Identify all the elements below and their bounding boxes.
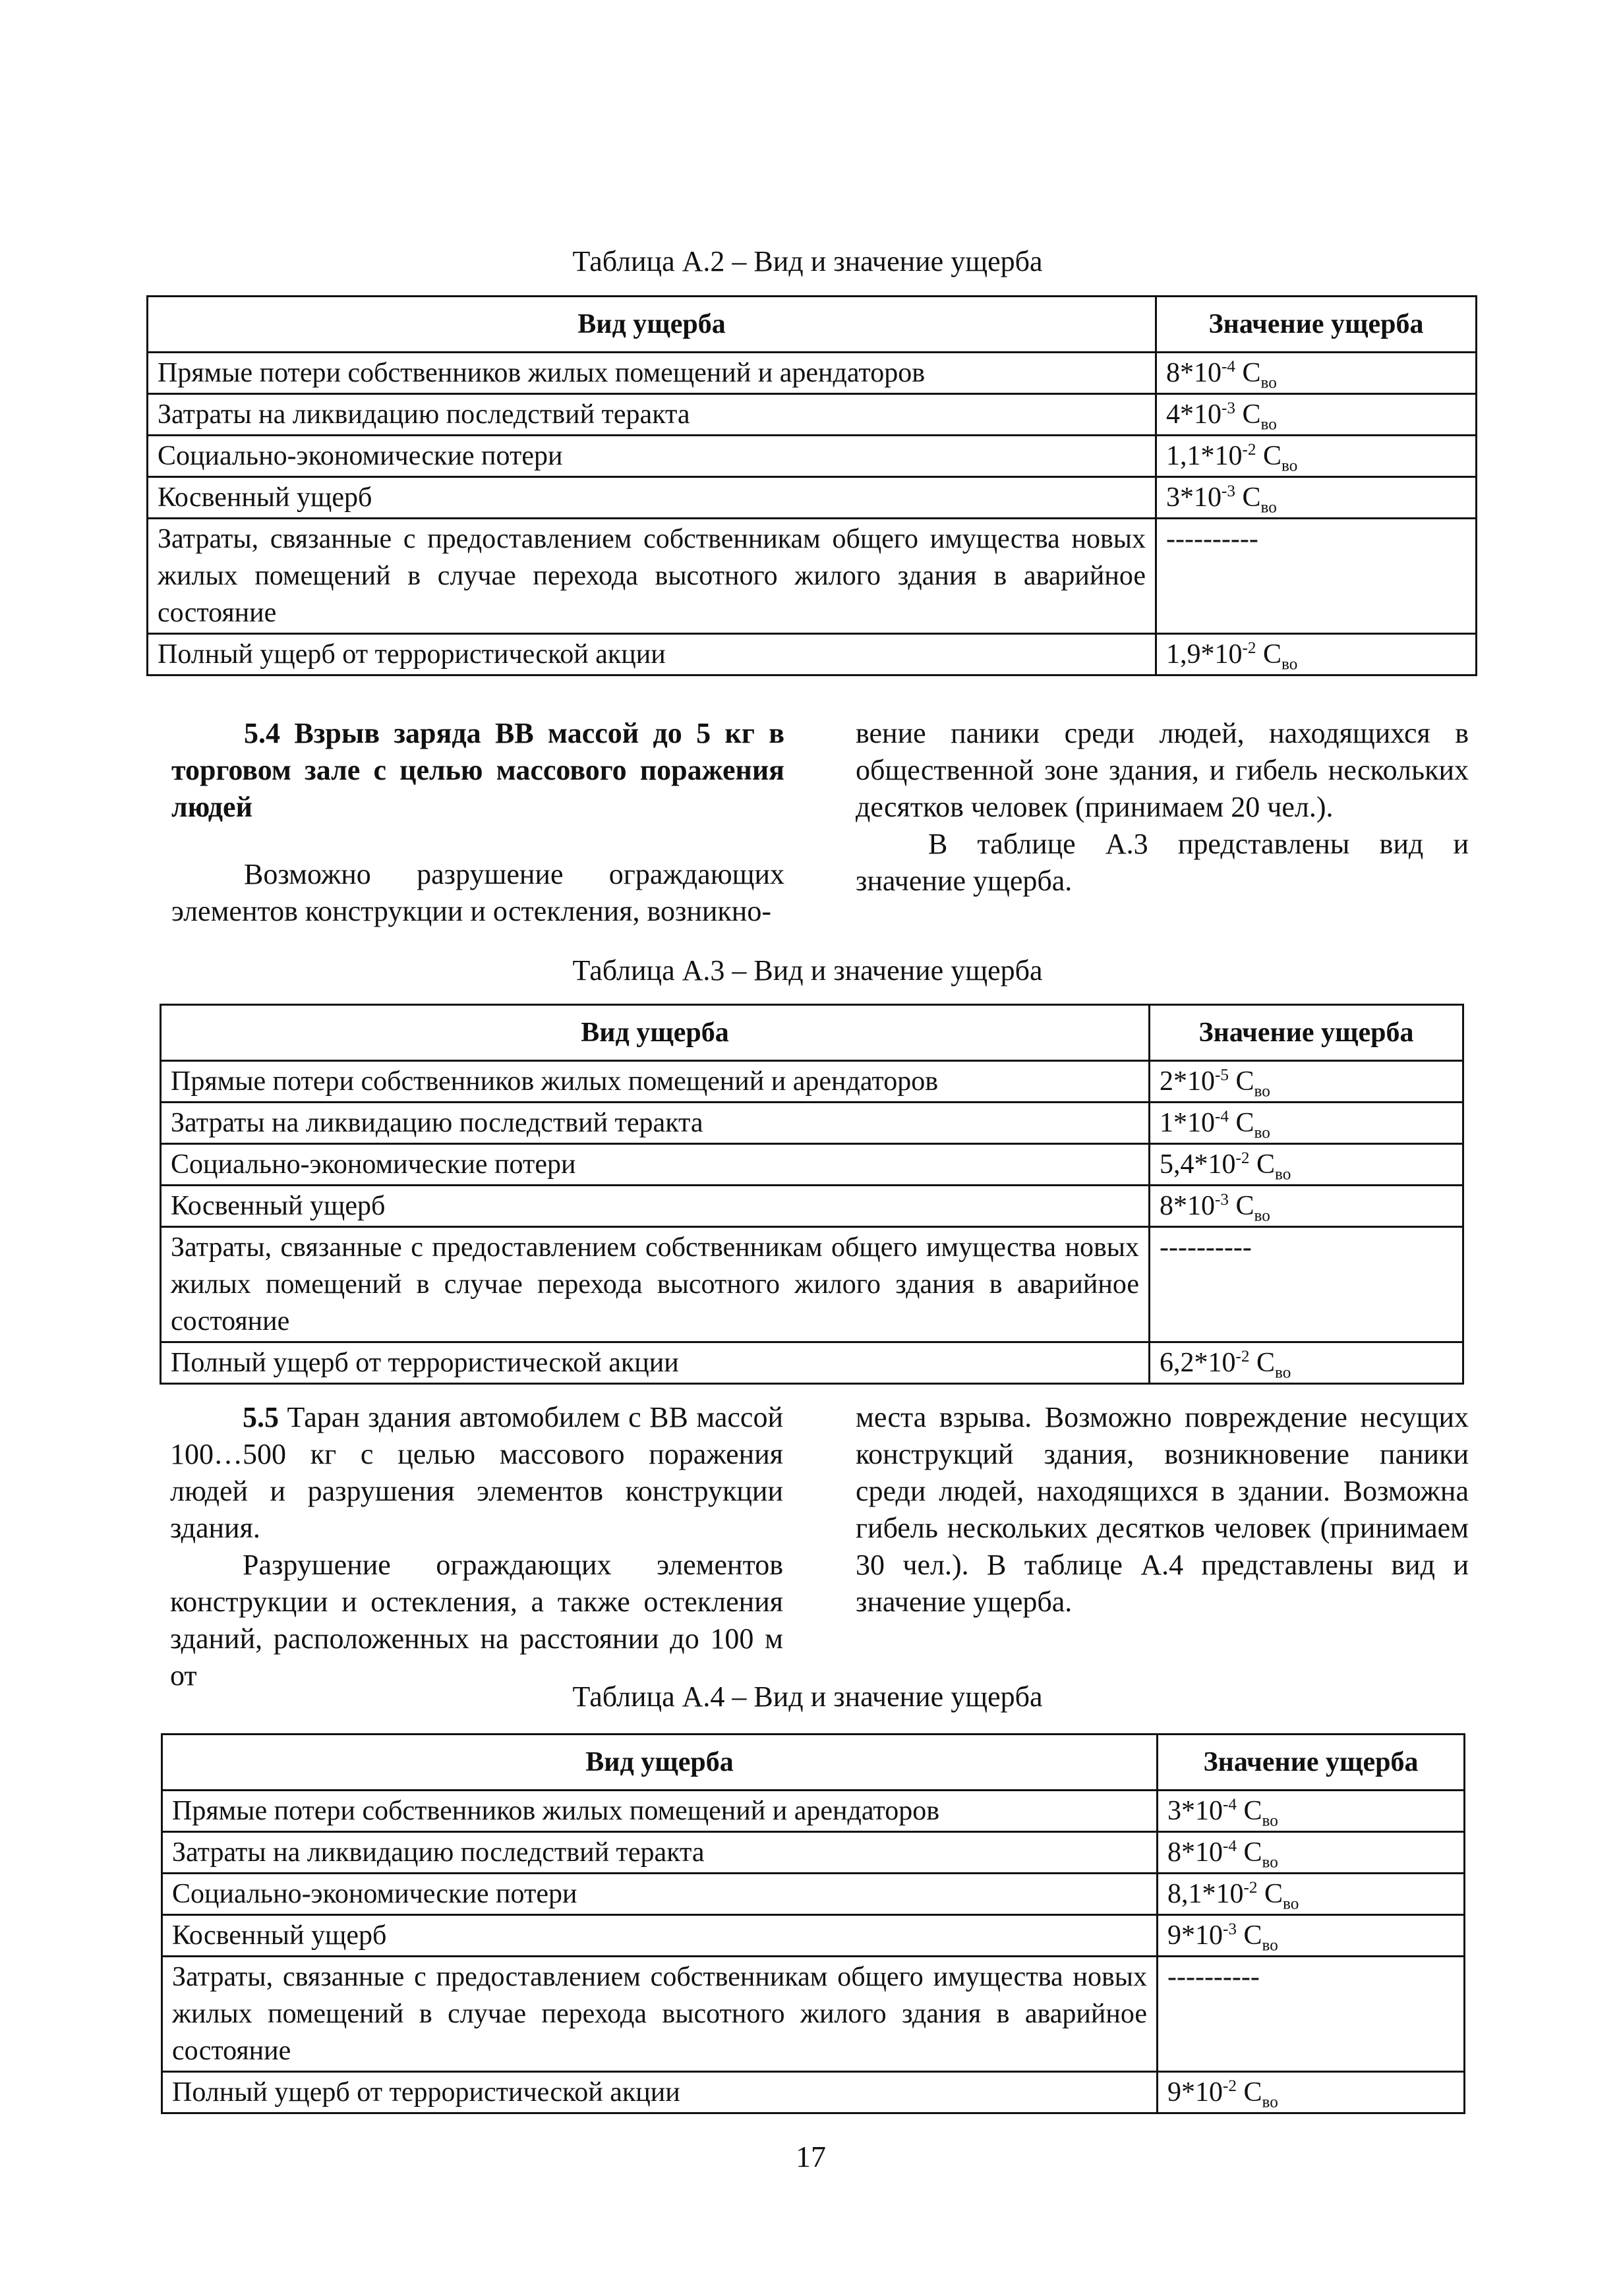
- section-5-5-paragraph-1: 5.5 Таран здания автомобилем с ВВ массой 100…500 кг с целью массового поражения людей и разрушения элементов конструкции здания.: [170, 1401, 783, 1544]
- header-damage-type: Вид ущерба: [148, 297, 1156, 353]
- damage-value-cell: $4*10^{-3}$ $С_{во}$: [1156, 394, 1477, 436]
- section-5-4-table-reference: В таблице А.3 представлены вид и значение ущерба.: [856, 828, 1469, 897]
- damage-value-cell: $3*10^{-3}$ $С_{во}$: [1156, 477, 1477, 519]
- section-5-4-left-column: [171, 715, 784, 930]
- table-header-row: [162, 1735, 1465, 1791]
- section-5-4-right-column: [856, 715, 1469, 900]
- table-row: [162, 1791, 1465, 1832]
- table-row: [162, 1832, 1465, 1874]
- table-row: [162, 1874, 1465, 1915]
- table-row: [162, 1957, 1465, 2072]
- section-5-5-right-column: [856, 1399, 1469, 1621]
- damage-type-cell: Полный ущерб от террористической акции: [161, 1342, 1150, 1384]
- header-damage-value: Значение ущерба: [1158, 1735, 1465, 1791]
- damage-value-cell: $8*10^{-3}$ $С_{во}$: [1150, 1186, 1463, 1227]
- damage-value-cell: $8,1*10^{-2}$ $С_{во}$: [1158, 1874, 1465, 1915]
- table-row: [161, 1342, 1463, 1384]
- damage-value-cell: ----------: [1158, 1957, 1465, 2072]
- damage-type-cell: Затраты, связанные с предоставлением собственникам общего имущества новых жилых помещений в случае перехода высотного жилого здания в аварийное состояние: [148, 519, 1156, 634]
- damage-type-cell: Затраты, связанные с предоставлением собственникам общего имущества новых жилых помещений в случае перехода высотного жилого здания в аварийное состояние: [162, 1957, 1158, 2072]
- damage-value-cell: $9*10^{-2}$ $С_{во}$: [1158, 2072, 1465, 2113]
- section-5-4-heading: 5.4 Взрыв заряда ВВ массой до 5 кг в торговом зале с целью массового поражения людей: [171, 717, 784, 823]
- table-row: [162, 2072, 1465, 2113]
- damage-type-cell: Косвенный ущерб: [148, 477, 1156, 519]
- header-damage-value: Значение ущерба: [1150, 1005, 1463, 1061]
- damage-type-cell: Социально-экономические потери: [148, 436, 1156, 477]
- table-row: [148, 519, 1477, 634]
- section-5-4-paragraph-right: вение паники среди людей, находящихся в общественной зоне здания, и гибель нескольких десятков человек (принимаем 20 чел.).: [856, 717, 1469, 823]
- damage-type-cell: Прямые потери собственников жилых помещений и арендаторов: [148, 353, 1156, 394]
- table-a4-caption: Таблица А.4 – Вид и значение ущерба: [572, 1680, 1043, 1713]
- damage-type-cell: Полный ущерб от террористической акции: [162, 2072, 1158, 2113]
- table-row: [148, 477, 1477, 519]
- table-row: [161, 1227, 1463, 1342]
- section-5-5-paragraph-right: места взрыва. Возможно повреждение несущих конструкций здания, возникновение паники среди людей, находящихся в здании. Возможна гибель нескольких десятков человек (принимаем 30 чел.). В таблице А.4 представлены вид и значение ущерба.: [856, 1401, 1469, 1618]
- damage-value-cell: $5,4*10^{-2}$ $С_{во}$: [1150, 1144, 1463, 1186]
- header-damage-value: Значение ущерба: [1156, 297, 1477, 353]
- damage-type-cell: Затраты на ликвидацию последствий теракта: [161, 1103, 1150, 1144]
- damage-value-cell: $8*10^{-4}$ $С_{во}$: [1158, 1832, 1465, 1874]
- damage-type-cell: Затраты, связанные с предоставлением собственникам общего имущества новых жилых помещений в случае перехода высотного жилого здания в аварийное состояние: [161, 1227, 1150, 1342]
- table-row: [148, 634, 1477, 675]
- table-row: [148, 436, 1477, 477]
- damage-type-cell: Косвенный ущерб: [161, 1186, 1150, 1227]
- section-5-5-number: 5.5: [243, 1401, 279, 1433]
- table-row: [161, 1061, 1463, 1103]
- damage-value-cell: $3*10^{-4}$ $С_{во}$: [1158, 1791, 1465, 1832]
- damage-value-cell: $8*10^{-4}$ $С_{во}$: [1156, 353, 1477, 394]
- damage-type-cell: Затраты на ликвидацию последствий теракта: [162, 1832, 1158, 1874]
- damage-type-cell: Затраты на ликвидацию последствий теракта: [148, 394, 1156, 436]
- damage-type-cell: Прямые потери собственников жилых помещений и арендаторов: [161, 1061, 1150, 1103]
- header-damage-type: Вид ущерба: [161, 1005, 1150, 1061]
- section-5-5-paragraph-2: Разрушение ограждающих элементов конструкции и остекления, а также остекления зданий, расположенных на расстоянии до 100 м от: [170, 1549, 783, 1692]
- table-row: [161, 1144, 1463, 1186]
- header-damage-type: Вид ущерба: [162, 1735, 1158, 1791]
- damage-type-cell: Полный ущерб от террористической акции: [148, 634, 1156, 675]
- table-row: [161, 1103, 1463, 1144]
- table-header-row: [161, 1005, 1463, 1061]
- damage-type-cell: Социально-экономические потери: [161, 1144, 1150, 1186]
- table-row: [148, 394, 1477, 436]
- damage-type-cell: Косвенный ущерб: [162, 1915, 1158, 1957]
- section-5-5-left-column: [170, 1399, 783, 1694]
- page-number: 17: [796, 2140, 826, 2173]
- damage-value-cell: $2*10^{-5}$ $С_{во}$: [1150, 1061, 1463, 1103]
- table-header-row: [148, 297, 1477, 353]
- table-row: [148, 353, 1477, 394]
- damage-value-cell: ----------: [1150, 1227, 1463, 1342]
- damage-value-cell: $1,1*10^{-2}$ $С_{во}$: [1156, 436, 1477, 477]
- section-5-4-paragraph-left: Возможно разрушение ограждающих элементов конструкции и остекления, возникно-: [171, 858, 784, 927]
- damage-value-cell: $6,2*10^{-2}$ $С_{во}$: [1150, 1342, 1463, 1384]
- damage-value-cell: ----------: [1156, 519, 1477, 634]
- table-row: [161, 1186, 1463, 1227]
- table-a3-caption: Таблица А.3 – Вид и значение ущерба: [572, 954, 1043, 987]
- table-a4: [161, 1733, 1465, 2114]
- table-row: [162, 1915, 1465, 1957]
- damage-type-cell: Прямые потери собственников жилых помещений и арендаторов: [162, 1791, 1158, 1832]
- damage-value-cell: $1,9*10^{-2}$ $С_{во}$: [1156, 634, 1477, 675]
- damage-value-cell: $1*10^{-4}$ $С_{во}$: [1150, 1103, 1463, 1144]
- damage-value-cell: $9*10^{-3}$ $С_{во}$: [1158, 1915, 1465, 1957]
- damage-type-cell: Социально-экономические потери: [162, 1874, 1158, 1915]
- table-a3: [160, 1004, 1464, 1385]
- table-a2-caption: Таблица А.2 – Вид и значение ущерба: [572, 245, 1043, 277]
- table-a2: [146, 295, 1477, 676]
